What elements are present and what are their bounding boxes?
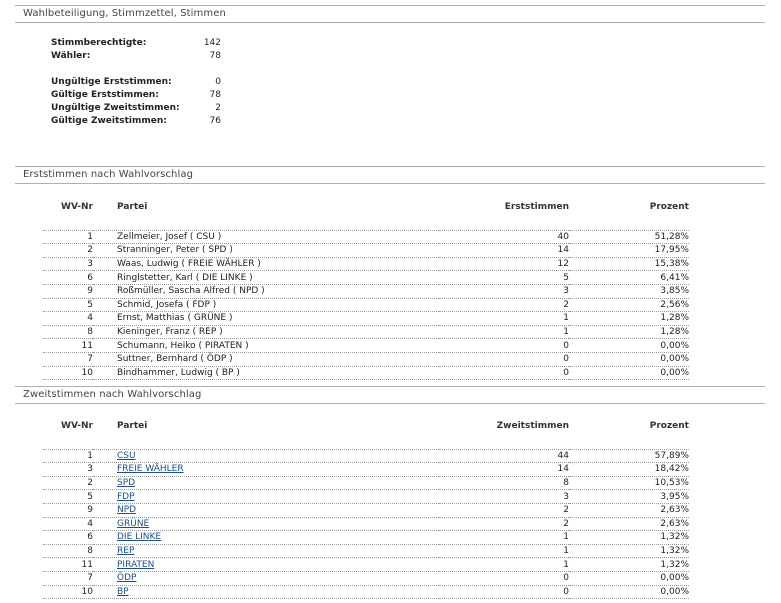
- cell-percent: 18,42%: [569, 463, 689, 477]
- cell-nr: 8: [43, 325, 93, 339]
- cell-candidate: Roßmüller, Sascha Alfred ( NPD ): [93, 284, 439, 298]
- section-title: Zweitstimmen nach Wahlvorschlag: [23, 389, 202, 400]
- cell-percent: 57,89%: [569, 449, 689, 463]
- stat-value: 0: [215, 77, 221, 87]
- cell-votes: 1: [439, 312, 569, 326]
- cell-nr: 1: [43, 230, 93, 244]
- cell-votes: 1: [439, 325, 569, 339]
- section-title: Erststimmen nach Wahlvorschlag: [23, 169, 194, 180]
- table-row: [43, 271, 689, 285]
- cell-party: [93, 558, 439, 572]
- cell-candidate: Schumann, Heiko ( PIRATEN ): [93, 339, 439, 353]
- party-link[interactable]: NPD: [117, 505, 137, 516]
- cell-percent: 3,95%: [569, 490, 689, 504]
- table-row: [43, 449, 689, 463]
- cell-percent: 0,00%: [569, 339, 689, 353]
- cell-votes: 5: [439, 271, 569, 285]
- first-votes-table: [43, 202, 689, 380]
- cell-nr: 7: [43, 571, 93, 585]
- cell-candidate: Kieninger, Franz ( REP ): [93, 325, 439, 339]
- stat-row: [51, 38, 221, 51]
- cell-nr: 11: [43, 558, 93, 572]
- stat-label: Gültige Erststimmen:: [51, 90, 159, 100]
- table-row: [43, 230, 689, 244]
- cell-nr: 3: [43, 257, 93, 271]
- cell-candidate: Schmid, Josefa ( FDP ): [93, 298, 439, 312]
- cell-votes: 14: [439, 463, 569, 477]
- stat-row: [51, 77, 221, 90]
- table-header-row: [43, 202, 689, 217]
- cell-candidate: Waas, Ludwig ( FREIE WÄHLER ): [93, 257, 439, 271]
- cell-party: [93, 490, 439, 504]
- cell-votes: 2: [439, 298, 569, 312]
- stat-row: [51, 116, 221, 129]
- table-row: [43, 571, 689, 585]
- cell-candidate: Ernst, Matthias ( GRÜNE ): [93, 312, 439, 326]
- cell-votes: 0: [439, 571, 569, 585]
- stat-row: [51, 103, 221, 116]
- cell-votes: 40: [439, 230, 569, 244]
- cell-nr: 2: [43, 244, 93, 258]
- party-link[interactable]: PIRATEN: [117, 559, 155, 570]
- party-link[interactable]: FDP: [117, 491, 135, 502]
- cell-party: [93, 517, 439, 531]
- cell-votes: 8: [439, 476, 569, 490]
- table-row: [43, 476, 689, 490]
- table-row: [43, 517, 689, 531]
- stat-value: 78: [209, 51, 221, 61]
- table-row: [43, 312, 689, 326]
- cell-party: [93, 544, 439, 558]
- party-link[interactable]: DIE LINKE: [117, 532, 162, 543]
- cell-party: [93, 503, 439, 517]
- stat-label: Stimmberechtigte:: [51, 38, 147, 48]
- stat-value: 76: [209, 116, 221, 126]
- stat-value: 142: [203, 38, 221, 48]
- cell-percent: 0,00%: [569, 366, 689, 380]
- cell-percent: 0,00%: [569, 571, 689, 585]
- cell-party: [93, 463, 439, 477]
- cell-votes: 1: [439, 531, 569, 545]
- cell-nr: 7: [43, 352, 93, 366]
- cell-percent: 6,41%: [569, 271, 689, 285]
- table-row: [43, 558, 689, 572]
- party-link[interactable]: REP: [117, 546, 135, 557]
- cell-votes: 0: [439, 339, 569, 353]
- column-header-percent: Prozent: [649, 202, 689, 212]
- party-link[interactable]: BP: [117, 586, 129, 597]
- cell-nr: 2: [43, 476, 93, 490]
- section-header-first-votes: [15, 166, 765, 184]
- cell-votes: 44: [439, 449, 569, 463]
- table-header-row: [43, 421, 689, 436]
- stat-row: [51, 90, 221, 103]
- column-header-nr: WV-Nr: [61, 202, 93, 212]
- cell-nr: 6: [43, 531, 93, 545]
- cell-votes: 0: [439, 366, 569, 380]
- column-header-party: Partei: [117, 421, 148, 431]
- cell-percent: 1,28%: [569, 325, 689, 339]
- cell-nr: 9: [43, 503, 93, 517]
- column-header-nr: WV-Nr: [61, 421, 93, 431]
- stat-label: Gültige Zweitstimmen:: [51, 116, 167, 126]
- table-row: [43, 490, 689, 504]
- cell-votes: 1: [439, 558, 569, 572]
- table-row: [43, 298, 689, 312]
- cell-party: [93, 531, 439, 545]
- column-header-percent: Prozent: [649, 421, 689, 431]
- cell-votes: 1: [439, 544, 569, 558]
- stat-label: Ungültige Erststimmen:: [51, 77, 172, 87]
- section-header-turnout: [15, 5, 765, 23]
- cell-percent: 1,32%: [569, 558, 689, 572]
- cell-percent: 17,95%: [569, 244, 689, 258]
- cell-nr: 4: [43, 312, 93, 326]
- table-row: [43, 503, 689, 517]
- stat-row: [51, 51, 221, 64]
- stat-label: Wähler:: [51, 51, 91, 61]
- cell-candidate: Zellmeier, Josef ( CSU ): [93, 230, 439, 244]
- cell-nr: 5: [43, 298, 93, 312]
- cell-nr: 11: [43, 339, 93, 353]
- cell-percent: 2,63%: [569, 517, 689, 531]
- cell-nr: 5: [43, 490, 93, 504]
- table-row: [43, 244, 689, 258]
- cell-percent: 10,53%: [569, 476, 689, 490]
- table-row: [43, 339, 689, 353]
- cell-nr: 10: [43, 585, 93, 599]
- party-link[interactable]: GRÜNE: [117, 518, 150, 529]
- cell-party: [93, 449, 439, 463]
- stat-value: 2: [215, 103, 221, 113]
- cell-nr: 6: [43, 271, 93, 285]
- turnout-stats: [51, 38, 221, 129]
- column-header-votes: Erststimmen: [504, 202, 569, 212]
- cell-nr: 9: [43, 284, 93, 298]
- cell-percent: 1,32%: [569, 531, 689, 545]
- table-row: [43, 531, 689, 545]
- cell-nr: 3: [43, 463, 93, 477]
- table-row: [43, 463, 689, 477]
- table-row: [43, 544, 689, 558]
- cell-candidate: Ringlstetter, Karl ( DIE LINKE ): [93, 271, 439, 285]
- cell-percent: 3,85%: [569, 284, 689, 298]
- cell-party: [93, 476, 439, 490]
- cell-percent: 0,00%: [569, 585, 689, 599]
- cell-percent: 15,38%: [569, 257, 689, 271]
- cell-candidate: Suttner, Bernhard ( ÖDP ): [93, 352, 439, 366]
- second-votes-table: [43, 421, 689, 599]
- cell-votes: 2: [439, 517, 569, 531]
- party-link[interactable]: FREIE WÄHLER: [117, 464, 184, 475]
- party-link[interactable]: CSU: [117, 450, 136, 461]
- stat-label: Ungültige Zweitstimmen:: [51, 103, 180, 113]
- cell-candidate: Bindhammer, Ludwig ( BP ): [93, 366, 439, 380]
- cell-votes: 2: [439, 503, 569, 517]
- table-row: [43, 257, 689, 271]
- cell-votes: 14: [439, 244, 569, 258]
- cell-percent: 1,32%: [569, 544, 689, 558]
- cell-percent: 0,00%: [569, 352, 689, 366]
- cell-nr: 8: [43, 544, 93, 558]
- party-link[interactable]: ÖDP: [117, 573, 137, 584]
- table-row: [43, 585, 689, 599]
- table-row: [43, 352, 689, 366]
- column-header-votes: Zweitstimmen: [496, 421, 569, 431]
- cell-percent: 1,28%: [569, 312, 689, 326]
- cell-votes: 3: [439, 490, 569, 504]
- column-header-party: Partei: [117, 202, 148, 212]
- cell-candidate: Stranninger, Peter ( SPD ): [93, 244, 439, 258]
- cell-percent: 2,56%: [569, 298, 689, 312]
- cell-votes: 0: [439, 352, 569, 366]
- cell-votes: 12: [439, 257, 569, 271]
- party-link[interactable]: SPD: [117, 478, 136, 489]
- cell-votes: 3: [439, 284, 569, 298]
- table-row: [43, 366, 689, 380]
- table-row: [43, 325, 689, 339]
- cell-nr: 10: [43, 366, 93, 380]
- cell-party: [93, 571, 439, 585]
- cell-party: [93, 585, 439, 599]
- cell-nr: 1: [43, 449, 93, 463]
- stat-value: 78: [209, 90, 221, 100]
- section-title: Wahlbeteiligung, Stimmzettel, Stimmen: [23, 8, 226, 19]
- cell-percent: 2,63%: [569, 503, 689, 517]
- cell-nr: 4: [43, 517, 93, 531]
- cell-percent: 51,28%: [569, 230, 689, 244]
- section-header-second-votes: [15, 386, 765, 404]
- cell-votes: 0: [439, 585, 569, 599]
- table-row: [43, 284, 689, 298]
